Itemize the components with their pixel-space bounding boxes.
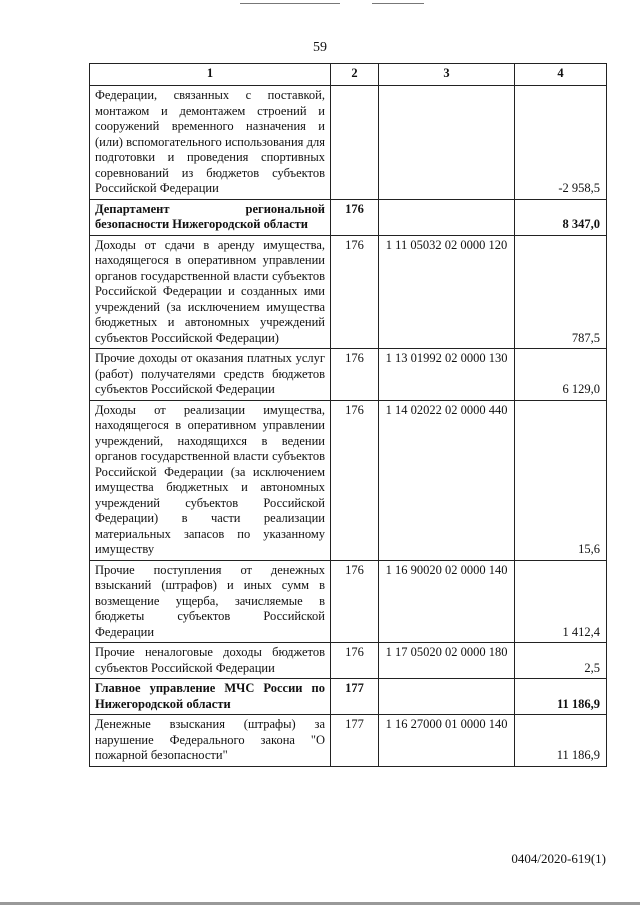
row-admin-code-cell: 176 <box>331 349 379 401</box>
row-amount-cell: 11 186,9 <box>515 679 607 715</box>
row-kbk-code-cell <box>379 199 515 235</box>
row-kbk-code-cell: 1 13 01992 02 0000 130 <box>379 349 515 401</box>
document-code: 0404/2020-619(1) <box>511 851 606 866</box>
row-amount-cell: -2 958,5 <box>515 86 607 200</box>
row-admin-code-cell: 176 <box>331 235 379 349</box>
scan-top-line <box>372 3 424 4</box>
scan-top-line <box>240 3 340 4</box>
table-row <box>90 643 607 679</box>
row-name-cell: Федерации, связанных с поставкой, монтажом и демонтажем строений и сооружений временного назначения и (или) вспомогательного использования для подготовки и проведения спортивных соревнований из бюджетов субъектов Российской Федерации <box>90 86 331 200</box>
header-col-2: 2 <box>331 64 379 86</box>
row-name-cell: Департамент региональной безопасности Нижегородской области <box>90 199 331 235</box>
table-body <box>90 86 607 767</box>
row-amount-cell: 1 412,4 <box>515 560 607 643</box>
table-section-row <box>90 199 607 235</box>
header-col-3: 3 <box>379 64 515 86</box>
table-header-row <box>90 64 607 86</box>
row-amount-cell: 2,5 <box>515 643 607 679</box>
budget-revenue-table <box>89 63 607 767</box>
row-admin-code-cell: 177 <box>331 679 379 715</box>
row-admin-code-cell <box>331 86 379 200</box>
row-amount-cell: 11 186,9 <box>515 715 607 767</box>
row-amount-cell: 6 129,0 <box>515 349 607 401</box>
row-kbk-code-cell: 1 14 02022 02 0000 440 <box>379 400 515 560</box>
row-name-cell: Прочие доходы от оказания платных услуг (работ) получателями средств бюджетов субъектов Российской Федерации <box>90 349 331 401</box>
row-admin-code-cell: 177 <box>331 715 379 767</box>
row-kbk-code-cell <box>379 86 515 200</box>
row-name-cell: Прочие неналоговые доходы бюджетов субъектов Российской Федерации <box>90 643 331 679</box>
row-amount-cell: 8 347,0 <box>515 199 607 235</box>
header-col-4: 4 <box>515 64 607 86</box>
row-name-cell: Доходы от реализации имущества, находящегося в оперативном управлении учреждений, находящихся в ведении органов государственной власти субъектов Российской Федерации (за исключением имущества бюджетных и автономных учреждений субъектов Российской Федерации) в части реализации материальных запасов по указанному имуществу <box>90 400 331 560</box>
table-section-row <box>90 679 607 715</box>
row-kbk-code-cell: 1 16 90020 02 0000 140 <box>379 560 515 643</box>
table-row <box>90 400 607 560</box>
row-name-cell: Прочие поступления от денежных взысканий (штрафов) и иных сумм в возмещение ущерба, зачисляемые в бюджеты субъектов Российской Федерации <box>90 560 331 643</box>
row-amount-cell: 15,6 <box>515 400 607 560</box>
row-kbk-code-cell: 1 17 05020 02 0000 180 <box>379 643 515 679</box>
table-row <box>90 349 607 401</box>
row-kbk-code-cell: 1 16 27000 01 0000 140 <box>379 715 515 767</box>
row-admin-code-cell: 176 <box>331 400 379 560</box>
row-admin-code-cell: 176 <box>331 199 379 235</box>
row-name-cell: Доходы от сдачи в аренду имущества, находящегося в оперативном управлении органов государственной власти субъектов Российской Федерации и созданных ими учреждений (за исключением имущества бюджетных и автономных учреждений субъектов Российской Федерации) <box>90 235 331 349</box>
row-kbk-code-cell <box>379 679 515 715</box>
row-amount-cell: 787,5 <box>515 235 607 349</box>
table-row <box>90 235 607 349</box>
table-row <box>90 560 607 643</box>
row-name-cell: Главное управление МЧС России по Нижегородской области <box>90 679 331 715</box>
row-admin-code-cell: 176 <box>331 643 379 679</box>
row-name-cell: Денежные взыскания (штрафы) за нарушение Федерального закона "О пожарной безопасности" <box>90 715 331 767</box>
page-number: 59 <box>313 40 327 55</box>
row-admin-code-cell: 176 <box>331 560 379 643</box>
row-kbk-code-cell: 1 11 05032 02 0000 120 <box>379 235 515 349</box>
table-row <box>90 715 607 767</box>
header-col-1: 1 <box>90 64 331 86</box>
table-row <box>90 86 607 200</box>
